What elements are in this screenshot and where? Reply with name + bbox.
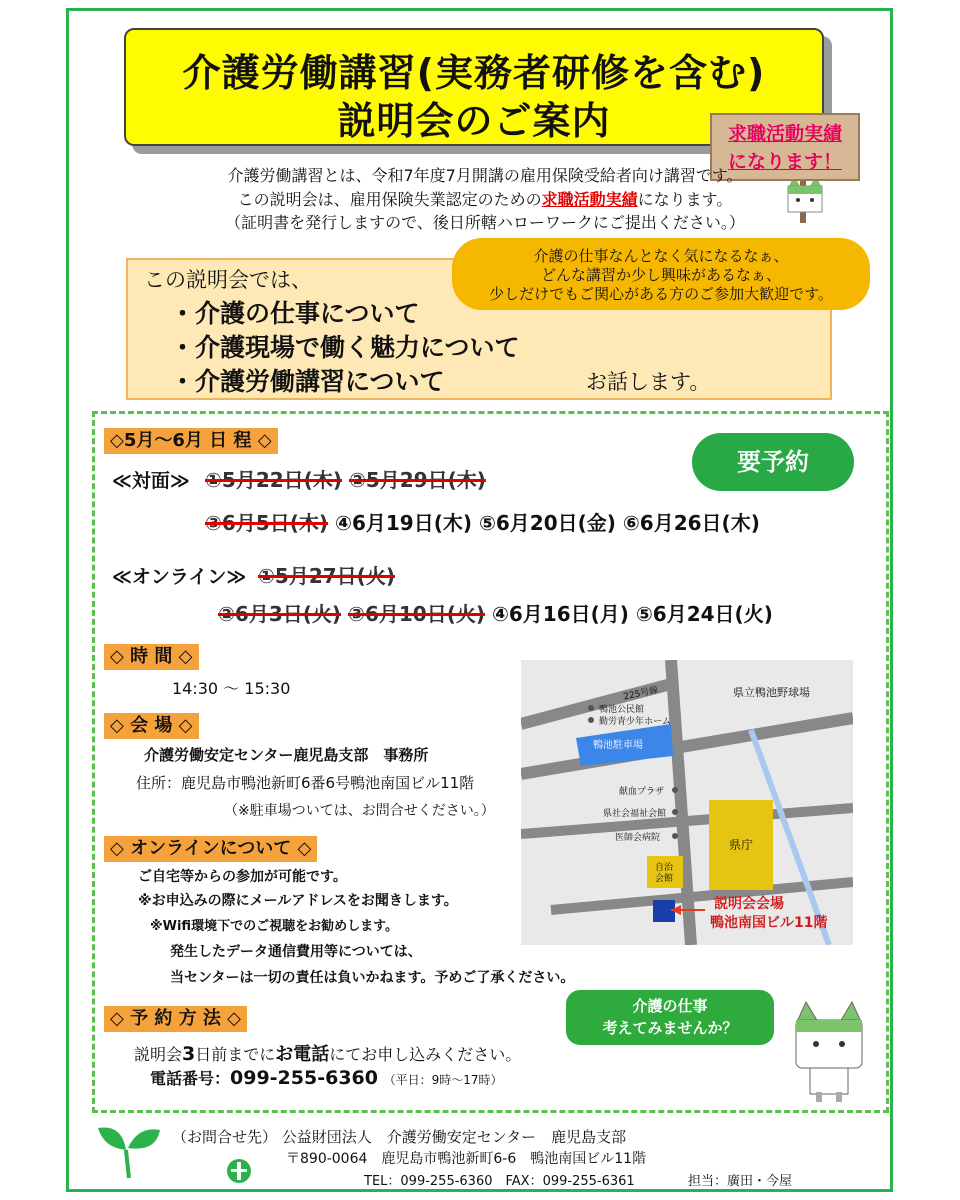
online-struck-3: ③6月10日(火): [348, 602, 485, 626]
map-road-label: 225号線: [622, 685, 660, 703]
intro-line-2-post: になります。: [637, 190, 733, 209]
inperson-struck-3: ③6月5日(木): [205, 511, 329, 535]
reservation-instruction: [134, 1040, 521, 1066]
venue-map: [521, 660, 853, 945]
inperson-label: ≪対面≫: [112, 470, 190, 492]
title-line-1: 介護労働講習(実務者研修を含む): [182, 51, 766, 95]
map-kenketsu: 献血プラザ: [619, 787, 665, 797]
venue-marker-label-1: 説明会会場: [714, 896, 784, 912]
inperson-struck-1: ①5月22日(木): [205, 468, 342, 492]
map-stadium: 県立鴨池野球場: [733, 686, 810, 699]
reservation-header: ◇ 予 約 方 法 ◇: [104, 1006, 247, 1032]
map-fukushi: 県社会福祉会館: [603, 809, 667, 819]
schedule-header: ◇5月～6月 日 程 ◇: [104, 428, 278, 454]
venue-parking-note: （※駐車場ついては、お問合せください。）: [224, 803, 495, 819]
venue-address: 住所：鹿児島市鴨池新町6番6号鴨池南国ビル11階: [136, 774, 475, 792]
cat-speech-bubble: [566, 990, 774, 1045]
online-active-dates: ④6月16日(月) ⑤6月24日(火): [491, 602, 773, 626]
topic-item-1: ・介護の仕事について: [170, 299, 420, 328]
footer-staff: 担当：廣田・今屋: [688, 1174, 793, 1189]
welcome-bubble: [452, 238, 870, 310]
inperson-struck-2: ②5月29日(木): [348, 468, 486, 492]
res-days: 3: [182, 1043, 196, 1065]
inperson-active-dates: ④6月19日(木) ⑤6月20日(金) ⑥6月26日(木): [335, 511, 760, 535]
online-struck-1: ①5月27日(火): [258, 564, 395, 588]
online-line-3: ※Wifi環境下でのご視聴をお勧めします。: [150, 919, 399, 934]
speech-line-1: 介護の仕事: [632, 997, 708, 1015]
online-struck-2: ②6月3日(火): [218, 602, 342, 626]
topics-lead: この説明会では、: [144, 268, 312, 292]
online-row-2: [218, 598, 773, 627]
res-mid: 日前までに: [195, 1045, 276, 1064]
intro-highlight: 求職活動実績: [541, 190, 638, 209]
map-ishikai: 医師会病院: [615, 833, 661, 843]
intro-line-3: （証明書を発行しますので、後日所轄ハローワークにご提出ください。）: [225, 213, 745, 232]
map-kominkan: 鴨池公民館: [599, 705, 645, 715]
reservation-required-badge: 要予約: [692, 433, 854, 491]
topics-tail: お話します。: [586, 370, 711, 394]
map-kencho: 県庁: [729, 838, 754, 852]
organization-logo-icon: [226, 1158, 252, 1184]
time-value: 14:30 ～ 15:30: [172, 679, 291, 698]
venue-marker-label-2: 鴨池南国ビル11階: [710, 915, 828, 931]
bubble-line-3: 少しだけでもご関心がある方のご参加大歓迎です。: [489, 285, 833, 303]
intro-line-2: [110, 187, 860, 210]
map-parking-lot: 鴨池駐車場: [593, 740, 643, 751]
venue-name: 介護労働安定センター鹿児島支部 事務所: [144, 746, 429, 764]
bubble-line-1: 介護の仕事なんとなく気になるなぁ、: [533, 247, 789, 265]
footer-postal: 〒890-0064 鹿児島市鴨池新町6-6 鴨池南国ビル11階: [286, 1151, 647, 1167]
speech-line-2: 考えてみませんか？: [602, 1019, 738, 1037]
intro-line-1: 介護労働講習とは、令和7年度7月開講の雇用保険受給者向け講習です。: [227, 166, 743, 185]
online-line-2: ※お申込みの際にメールアドレスをお聞きします。: [138, 893, 458, 909]
topic-item-3: ・介護労働講習について: [170, 367, 445, 396]
map-jichi-1: 自治: [655, 863, 674, 873]
online-line-4: 発生したデータ通信費用等については、: [170, 944, 422, 960]
sprout-logo-icon: [96, 1122, 162, 1180]
online-label: ≪オンライン≫: [112, 566, 247, 588]
footer-tel: TEL：099-255-6360 FAX：099-255-6361: [364, 1174, 635, 1189]
bubble-line-2: どんな講習か少し興味があるなぁ、: [540, 266, 781, 284]
sign-line-1: 求職活動実績: [727, 123, 842, 145]
phone-number[interactable]: 099-255-6360: [230, 1067, 378, 1089]
online-line-5: 当センターは一切の責任は負いかねます。予めご了承ください。: [170, 970, 575, 986]
map-seishonen: 勤労青少年ホーム: [599, 717, 672, 727]
inperson-struck-row: [205, 464, 486, 493]
online-line-1: ご自宅等からの参加が可能です。: [138, 869, 347, 885]
map-jichi-2: 会館: [655, 874, 674, 884]
venue-header: ◇ 会 場 ◇: [104, 713, 199, 739]
res-phone-word: お電話: [275, 1044, 330, 1065]
online-struck-row: [258, 560, 395, 589]
intro-line-2-pre: この説明会は、雇用保険失業認定のための: [237, 190, 542, 209]
time-header: ◇ 時 間 ◇: [104, 644, 199, 670]
res-pre: 説明会: [134, 1045, 183, 1064]
footer-contact: （お問合せ先） 公益財団法人 介護労働安定センター 鹿児島支部: [172, 1128, 627, 1146]
inperson-row-2: [205, 507, 760, 536]
online-header: ◇ オンラインについて ◇: [104, 836, 317, 862]
phone-label: 電話番号：: [150, 1069, 231, 1088]
sign-line-2: になります！: [727, 151, 842, 173]
map-drawing: [521, 660, 853, 945]
phone-hours: （平日：9時～17時）: [383, 1073, 503, 1087]
cat-mascot-illustration: [790, 1000, 868, 1102]
topic-item-2: ・介護現場で働く魅力について: [170, 333, 520, 362]
reservation-phone-row: [150, 1066, 502, 1089]
res-post: にてお申し込みください。: [329, 1045, 522, 1064]
title-line-2: 説明会のご案内: [337, 99, 611, 143]
